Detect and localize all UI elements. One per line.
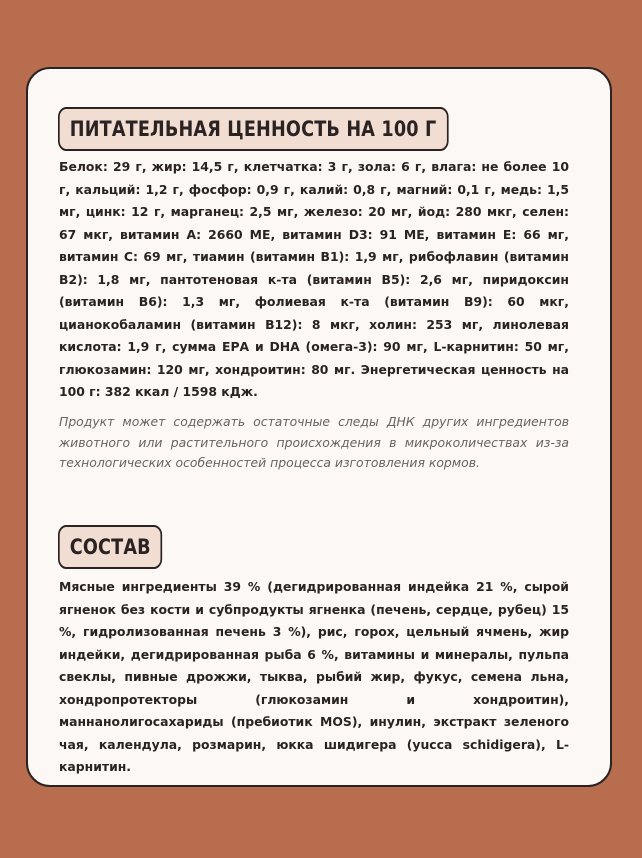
dna-disclaimer-note: Продукт может содержать остаточные следы ДНК других ингредиентов животного или растительного происхождения в микроколичествах из-за технологических особенностей процесса изготовления кормов. (59, 414, 569, 470)
nutrition-facts-text: Белок: 29 г, жир: 14,5 г, клетчатка: 3 г, зола: 6 г, влага: не более 10 г, кальций: 1,2 г, фосфор: 0,9 г, калий: 0,8 г, магний: 0,1 г, медь: 1,5 мг, цинк: 12 г, марганец: 2,5 мг, железо: 20 мг, йод: 280 мкг, селен: 67 мкг, витамин А: 2660 МЕ, витамин D3: 91 МЕ, витамин Е: 66 мг, витамин С: 69 мг, тиамин (витамин В1): 1,9 мг, рибофлавин (витамин В2): 1,8 мг, пантотеновая к-та (витамин В5): 2,6 мг, пиридоксин (витамин В6): 1,3 мг, фолиевая к-та (витамин В9): 60 мкг, цианокобаламин (витамин В12): 8 мкг, холин: 253 мг, линолевая кислота: 1,9 г, сумма ЕРА и DHA (омега-3): 90 мг, L-карнитин: 50 мг, глюкозамин: 120 мг, хондроитин: 80 мг. Энергетическая ценность на 100 г: 382 ккал / 1598 кДж. (59, 159, 569, 399)
composition-text: Мясные ингредиенты 39 % (дегидрированная индейка 21 %, сырой ягненок без кости и субпродукты ягненка (печень, сердце, рубец) 15 %, гидролизованная печень 3 %), рис, горох, цельный ячмень, жир индейки, дегидрированная рыба 6 %, витамины и минералы, пульпа свеклы, пивные дрожжи, тыква, рыбий жир, фукус, семена льна, хондропротекторы (глюкозамин и хондроитин), маннанолигосахариды (пребиотик MOS), инулин, экстракт зеленого чая, календула, розмарин, юкка шидигера (yucca schidigera), L-карнитин. (59, 579, 569, 774)
info-card (26, 67, 612, 787)
nutrition-heading: ПИТАТЕЛЬНАЯ ЦЕННОСТЬ НА 100 Г (58, 107, 448, 151)
composition-heading: СОСТАВ (58, 525, 163, 569)
